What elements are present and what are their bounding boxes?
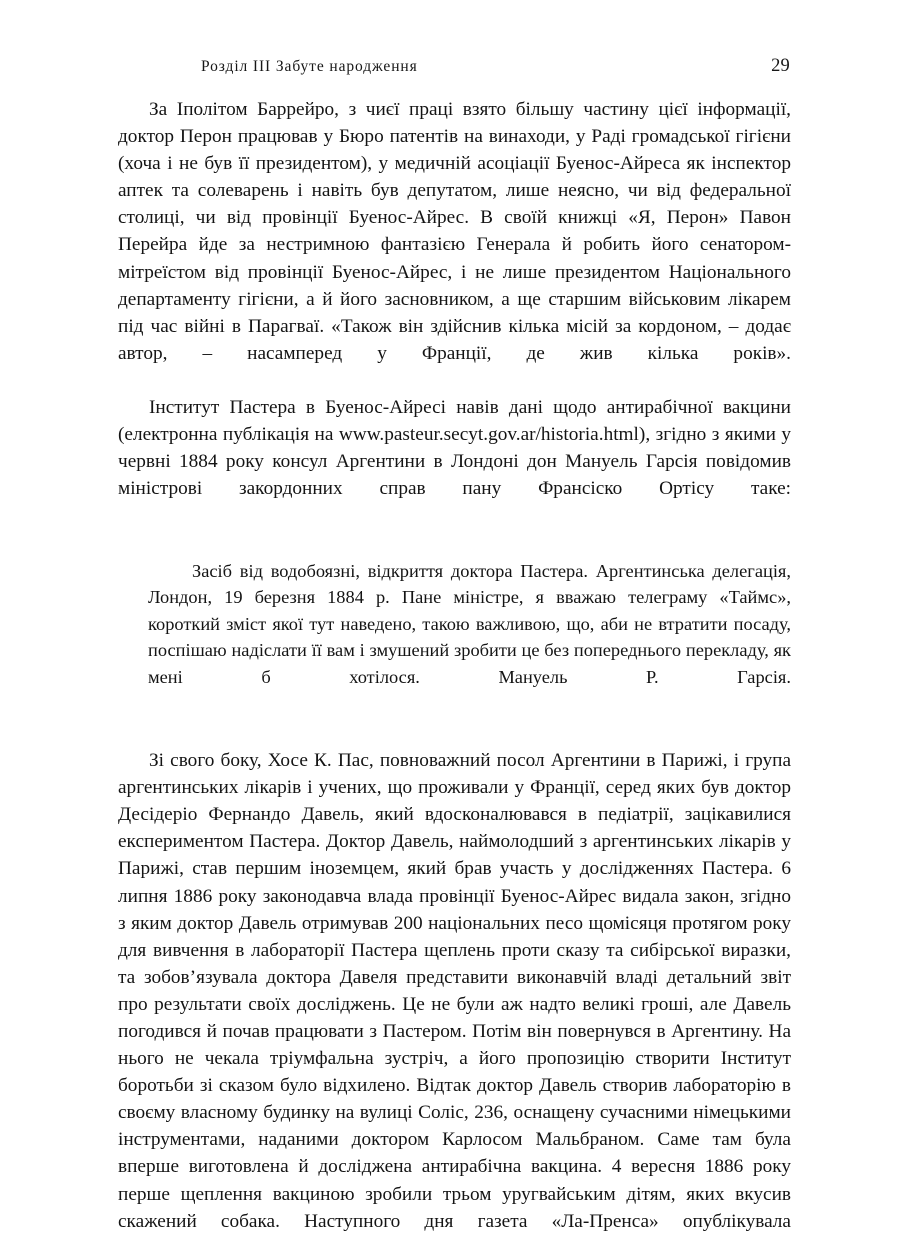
block-quote-text: Засіб від водобоязні, відкриття доктора Пастера. Аргентинська делегація, Лондон, 19 березня 1884 р. Пане міністре, я вважаю телеграму «Таймс», короткий зміст якої тут наведено, такою важливою, що, аби не втратити посаду, поспішаю надіслати її вам і змушений зробити це без попереднього перекладу, як мені б хотілося. Мануель Р. Гарсія.: [148, 560, 791, 687]
page-number: 29: [771, 56, 790, 76]
running-head-chapter-title: Розділ III Забуте народження: [201, 58, 418, 75]
paragraph-2: Інститут Пастера в Буенос-Айресі навів дані щодо антирабічної вакцини (електронна публікація на www.pasteur.secyt.gov.ar/historia.html), згідно з якими у червні 1884 року консул Аргентини в Лондоні дон Мануель Гарсія повідомив міністрові закордонних справ пану Франсіско Ортісу таке:: [118, 397, 791, 500]
paragraph-1: За Іполітом Баррейро, з чиєї праці взято більшу частину цієї інформації, доктор Перон працював у Бюро патентів на винаходи, у Раді громадської гігієни (хоча і не був її президентом), у медичній асоціації Буенос-Айреса як інспектор аптек та солеварень і навіть був депутатом, лише неясно, чи від федеральної столиці, чи від провінції Буенос-Айрес. В своїй книжці «Я, Перон» Павон Перейра йде за нестримною фантазією Генерала й робить його сенатором-мітреїстом від провінції Буенос-Айрес, і не лише президентом Національного департаменту гігієни, а й його засновником, а ще старшим військовим лікарем під час війні в Парагваї. «Також він здійснив кілька місій за кордоном, – додає автор, – насамперед у Франції, де жив кілька років».: [118, 99, 791, 364]
running-head: [118, 56, 790, 82]
block-quote: [148, 558, 791, 718]
paragraph-3: Зі свого боку, Хосе К. Пас, повноважний посол Аргентини в Парижі, і група аргентинських лікарів і учених, що проживали у Франції, серед яких був доктор Десідеріо Фернандо Давель, який вдосконалювався в педіатрії, зацікавилися експериментом Пастера. Доктор Давель, наймолодший з аргентинських лікарів у Парижі, став першим іноземцем, який брав участь у дослідженнях Пастера. 6 липня 1886 року законодавча влада провінції Буенос-Айрес видала закон, згідно з яким доктор Давель отримував 200 національних песо щомісяця протягом року для вивчення в лабораторії Пастера щеплень проти сказу та сибірської виразки, та зобов’язувала доктора Давеля представити виконавчій владі детальний звіт про результати своїх досліджень. Це не були аж надто великі гроші, але Давель погодився й почав працювати з Пастером. Потім він повернувся в Аргентину. На нього не чекала тріумфальна зустріч, а його пропозицію створити Інститут боротьби зі сказом було відхилено. Відтак доктор Давель створив лабораторію в своєму власному будинку на вулиці Соліс, 236, оснащену сучасними німецькими інструментами, наданими доктором Карлосом Мальбраном. Саме там була вперше виготовлена й досліджена антирабічна вакцина. 4 вересня 1886 року перше щеплення вакциною зробили трьом уругвайським дітям, яких вкусив скажений собака. Наступного дня газета «Ла-Пренса» опублікувала: [118, 750, 791, 1232]
body-text-column: [118, 96, 791, 1248]
